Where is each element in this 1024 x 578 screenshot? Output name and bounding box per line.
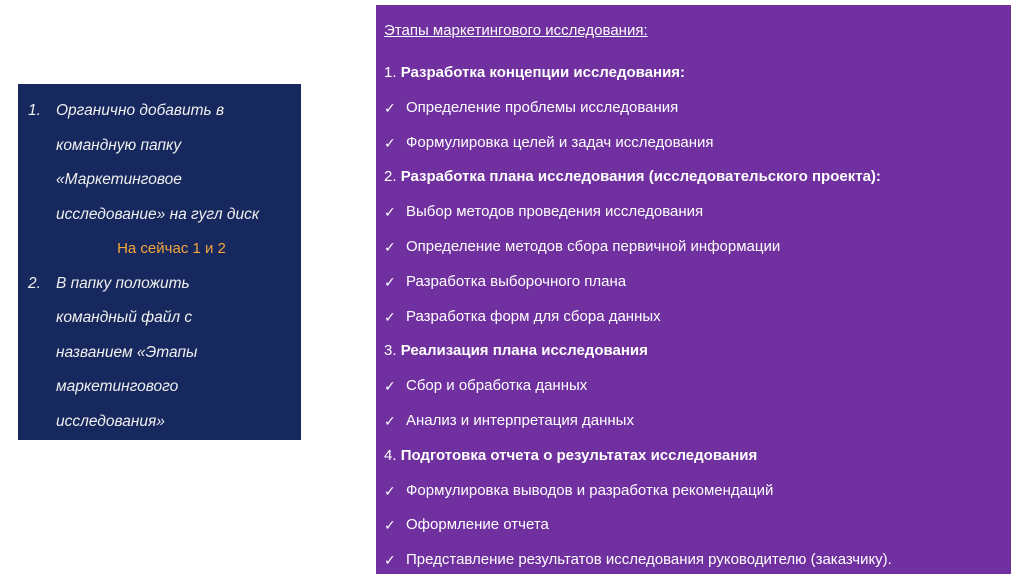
task-item-1 bbox=[28, 94, 287, 232]
task-item-2 bbox=[28, 267, 287, 440]
task-text-1 bbox=[56, 94, 287, 232]
stage-item bbox=[384, 474, 1011, 509]
stage-item-text: Выбор методов проведения исследования bbox=[406, 203, 704, 221]
stage-item-text: Анализ и интерпретация данных bbox=[406, 411, 634, 429]
task-line: исследования» bbox=[56, 412, 165, 430]
stage-item-text: Разработка форм для сбора данных bbox=[406, 307, 661, 325]
stage-item-text: Формулировка выводов и разработка рекомендаций bbox=[406, 481, 774, 499]
stage-title-4 bbox=[384, 439, 1011, 474]
task-line: В папку положить bbox=[56, 274, 190, 292]
task-number-2: 2. bbox=[28, 274, 41, 292]
task-line: Органично добавить в bbox=[56, 102, 225, 119]
task-line: командную папку bbox=[56, 136, 182, 154]
stage-number: 1. bbox=[384, 64, 401, 81]
stage-number: 3. bbox=[384, 342, 401, 360]
task-line: маркетингового bbox=[56, 378, 179, 395]
stage-item bbox=[384, 126, 1011, 161]
stage-item-text: Разработка выборочного плана bbox=[406, 272, 627, 290]
stages-heading: Этапы маркетингового исследования: bbox=[384, 22, 648, 39]
stage-title-2 bbox=[384, 160, 1011, 195]
stage-item-text: Определение проблемы исследования bbox=[406, 98, 679, 116]
task-line: исследование» на гугл диск bbox=[56, 205, 260, 223]
task-number-1: 1. bbox=[28, 102, 41, 119]
stage-item bbox=[384, 543, 1011, 578]
stage-item bbox=[384, 369, 1011, 404]
stage-title-1 bbox=[384, 56, 1011, 91]
checkmark-icon: ✓ bbox=[384, 238, 396, 255]
stage-item bbox=[384, 404, 1011, 439]
stage-item bbox=[384, 508, 1011, 543]
stage-item-text: Представление результатов исследования руководителю (заказчику). bbox=[406, 551, 892, 569]
stage-number: 2. bbox=[384, 168, 401, 186]
task-line: командный файл с bbox=[56, 309, 193, 326]
stage-title-text: Разработка концепции исследования: bbox=[400, 64, 686, 81]
checkmark-icon: ✓ bbox=[384, 482, 396, 499]
task-line: названием «Этапы bbox=[56, 343, 198, 361]
checkmark-icon: ✓ bbox=[384, 378, 396, 395]
checkmark-icon: ✓ bbox=[384, 204, 396, 221]
stage-title-3 bbox=[384, 334, 1011, 369]
stage-item-text: Формулировка целей и задач исследования bbox=[406, 133, 714, 151]
checkmark-icon: ✓ bbox=[384, 552, 396, 569]
checkmark-icon: ✓ bbox=[384, 134, 396, 151]
checkmark-icon: ✓ bbox=[384, 273, 396, 290]
stage-title-text: Реализация плана исследования bbox=[400, 342, 648, 360]
task-text-2 bbox=[56, 267, 287, 440]
checkmark-icon: ✓ bbox=[384, 99, 396, 116]
stage-item bbox=[384, 230, 1011, 265]
stage-title-text: Разработка плана исследования (исследовательского проекта): bbox=[400, 168, 881, 186]
stage-item bbox=[384, 91, 1011, 126]
stage-title-text: Подготовка отчета о результатах исследования bbox=[400, 446, 758, 464]
research-stages-box bbox=[376, 5, 1011, 574]
stage-item bbox=[384, 195, 1011, 230]
checkmark-icon: ✓ bbox=[384, 517, 396, 534]
task-line: «Маркетинговое bbox=[56, 171, 182, 188]
stage-item-text: Оформление отчета bbox=[406, 516, 549, 534]
task-box bbox=[18, 84, 301, 440]
stage-item-text: Сбор и обработка данных bbox=[406, 377, 588, 395]
stage-item-text: Определение методов сбора первичной информации bbox=[406, 237, 781, 255]
checkmark-icon: ✓ bbox=[384, 412, 396, 429]
status-note: На сейчас 1 и 2 bbox=[117, 240, 226, 257]
stage-item bbox=[384, 265, 1011, 300]
stage-item bbox=[384, 300, 1011, 335]
checkmark-icon: ✓ bbox=[384, 308, 396, 325]
stage-number: 4. bbox=[384, 446, 401, 464]
